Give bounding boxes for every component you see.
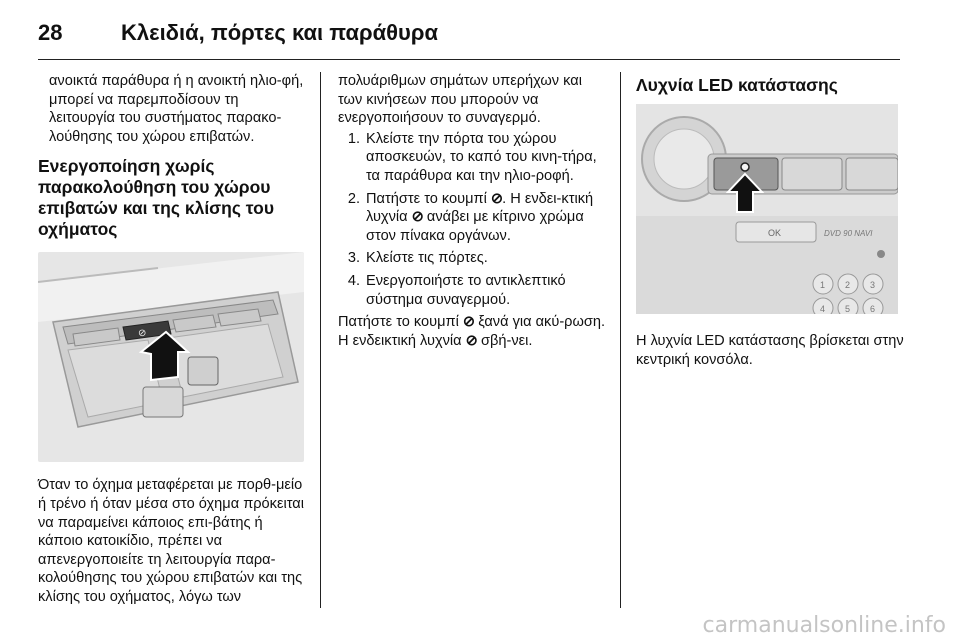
- section-heading: Ενεργοποίηση χωρίς παρακολούθηση του χώρου επιβατών και της κλίσης του οχήματος: [38, 156, 275, 240]
- step-number: 3.: [347, 250, 360, 267]
- column-3: [636, 72, 906, 369]
- step-text: [366, 190, 608, 246]
- no-sensor-icon: ⊘: [462, 314, 475, 331]
- step-text: Κλείστε την πόρτα του χώρου αποσκευών, το καπό του κινη-τήρα, τα παράθυρα και την ηλιο-ροφή.: [366, 130, 597, 184]
- key-label: 4: [820, 304, 826, 314]
- column-divider: [320, 72, 321, 608]
- list-item: [338, 190, 608, 246]
- list-item: [338, 130, 608, 186]
- step-text-part: ανάβει με κίτρινο χρώμα στον πίνακα οργάνων.: [366, 209, 584, 244]
- key-label: 1: [820, 280, 826, 290]
- key-label: 5: [845, 304, 851, 314]
- header-rule: [38, 59, 900, 60]
- key-label: 3: [870, 280, 876, 290]
- text-part: ξανά για ακύ-ρωση. Η ενδεικτική λυχνία: [338, 314, 606, 349]
- key-label: 6: [870, 304, 876, 314]
- intro-text: ανοικτά παράθυρα ή η ανοικτή ηλιο-φή, μπορεί να παρεμποδίσουν τη λειτουργία του συστήματος παρακο-λούθησης του χώρου επιβατών.: [49, 73, 304, 145]
- steps-list: [338, 130, 608, 309]
- list-item: [338, 272, 608, 309]
- step-text-part: Πατήστε το κουμπί: [366, 190, 491, 207]
- body-text: Όταν το όχημα μεταφέρεται με πορθ-μείο ή τρένο ή όταν μέσα στο όχημα πρόκειται να παραμείνει κάποιος επι-βάτης ή κάποιο κατοικίδιο, πρέπει να απενεργοποιείτε τη λειτουργία παρα-κολούθησης του χώρου επιβατών και της κλίσης του οχήματος, λόγω των: [38, 477, 304, 605]
- no-sensor-icon: ⊘: [411, 209, 423, 226]
- navi-label: DVD 90 NAVI: [824, 229, 873, 238]
- list-item: [338, 249, 608, 268]
- center-console-figure: [636, 104, 898, 314]
- step-number: 2.: [347, 190, 360, 207]
- page-header: [0, 0, 960, 60]
- svg-text:⊘: ⊘: [138, 328, 147, 340]
- page-number: 28: [38, 20, 63, 45]
- column-divider: [620, 72, 621, 608]
- column-2: [338, 72, 608, 350]
- roof-console-figure: [38, 252, 304, 462]
- text-part: σβή-νει.: [476, 332, 533, 349]
- body-text: Η λυχνία LED κατάστασης βρίσκεται στην κεντρική κονσόλα.: [636, 333, 904, 368]
- watermark: carmanualsonline.info: [702, 613, 946, 638]
- key-label: 2: [845, 280, 851, 290]
- column-1: [38, 72, 306, 607]
- step-text: Κλείστε τις πόρτες.: [366, 250, 488, 267]
- text-part: Πατήστε το κουμπί: [338, 314, 463, 331]
- step-text-part: . Η ενδει-κτική λυχνία: [366, 190, 594, 226]
- ok-label: OK: [768, 228, 782, 238]
- outro-text: [338, 313, 608, 350]
- intro-text: πολυάριθμων σημάτων υπερήχων και των κινήσεων που μπορούν να ενεργοποιήσουν το συναγερμό.: [338, 73, 582, 127]
- step-text: Ενεργοποιήστε το αντικλεπτικό σύστημα συναγερμού.: [366, 272, 566, 308]
- no-sensor-icon: ⊘: [490, 190, 503, 207]
- page-title: Κλειδιά, πόρτες και παράθυρα: [121, 20, 438, 45]
- no-sensor-icon: ⊘: [465, 332, 477, 349]
- step-number: 1.: [347, 130, 360, 147]
- section-heading: Λυχνία LED κατάστασης: [636, 75, 838, 95]
- step-number: 4.: [347, 272, 360, 289]
